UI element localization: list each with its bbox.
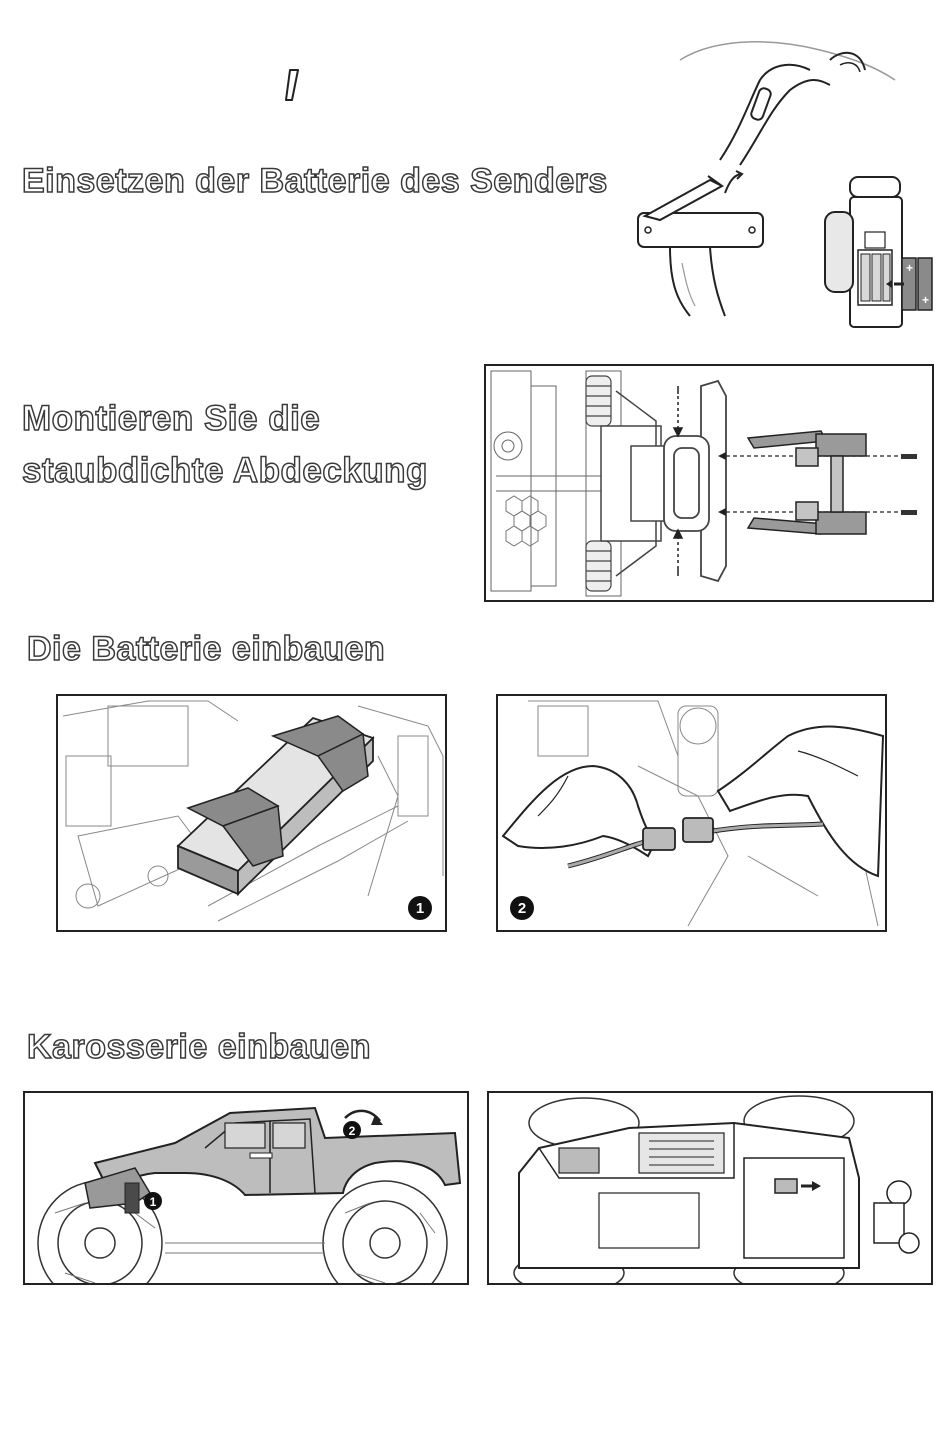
- dust-cover-title-line2: staubdichte Abdeckung: [22, 451, 428, 490]
- dust-cover-illustration: [484, 364, 934, 602]
- body-step1-illustration: [23, 1091, 469, 1285]
- step-2-label: 2: [517, 900, 527, 917]
- remote-handle-fragment: [280, 66, 310, 106]
- section-title-dust-cover: [22, 393, 428, 497]
- section-title-body-install: Karosserie einbauen: [27, 1028, 371, 1066]
- dust-cover-title-line1: Montieren Sie die: [22, 399, 321, 438]
- body-step2-illustration: [487, 1091, 933, 1285]
- transmitter-base-illustration: [630, 168, 800, 318]
- plus-label: +: [906, 261, 914, 275]
- body-step-2-label: 2: [348, 1124, 356, 1138]
- plus-label-2: +: [922, 293, 930, 307]
- battery-step2-illustration: [496, 694, 887, 932]
- battery-step1-illustration: [56, 694, 447, 932]
- body-step-1-label: 1: [149, 1195, 157, 1209]
- section-title-transmitter-battery: Einsetzen der Batterie des Senders: [22, 162, 608, 200]
- step-1-label: 1: [415, 900, 425, 917]
- transmitter-top-illustration: [660, 40, 900, 170]
- section-title-battery-install: Die Batterie einbauen: [27, 630, 386, 668]
- transmitter-battery-compartment: [820, 172, 935, 337]
